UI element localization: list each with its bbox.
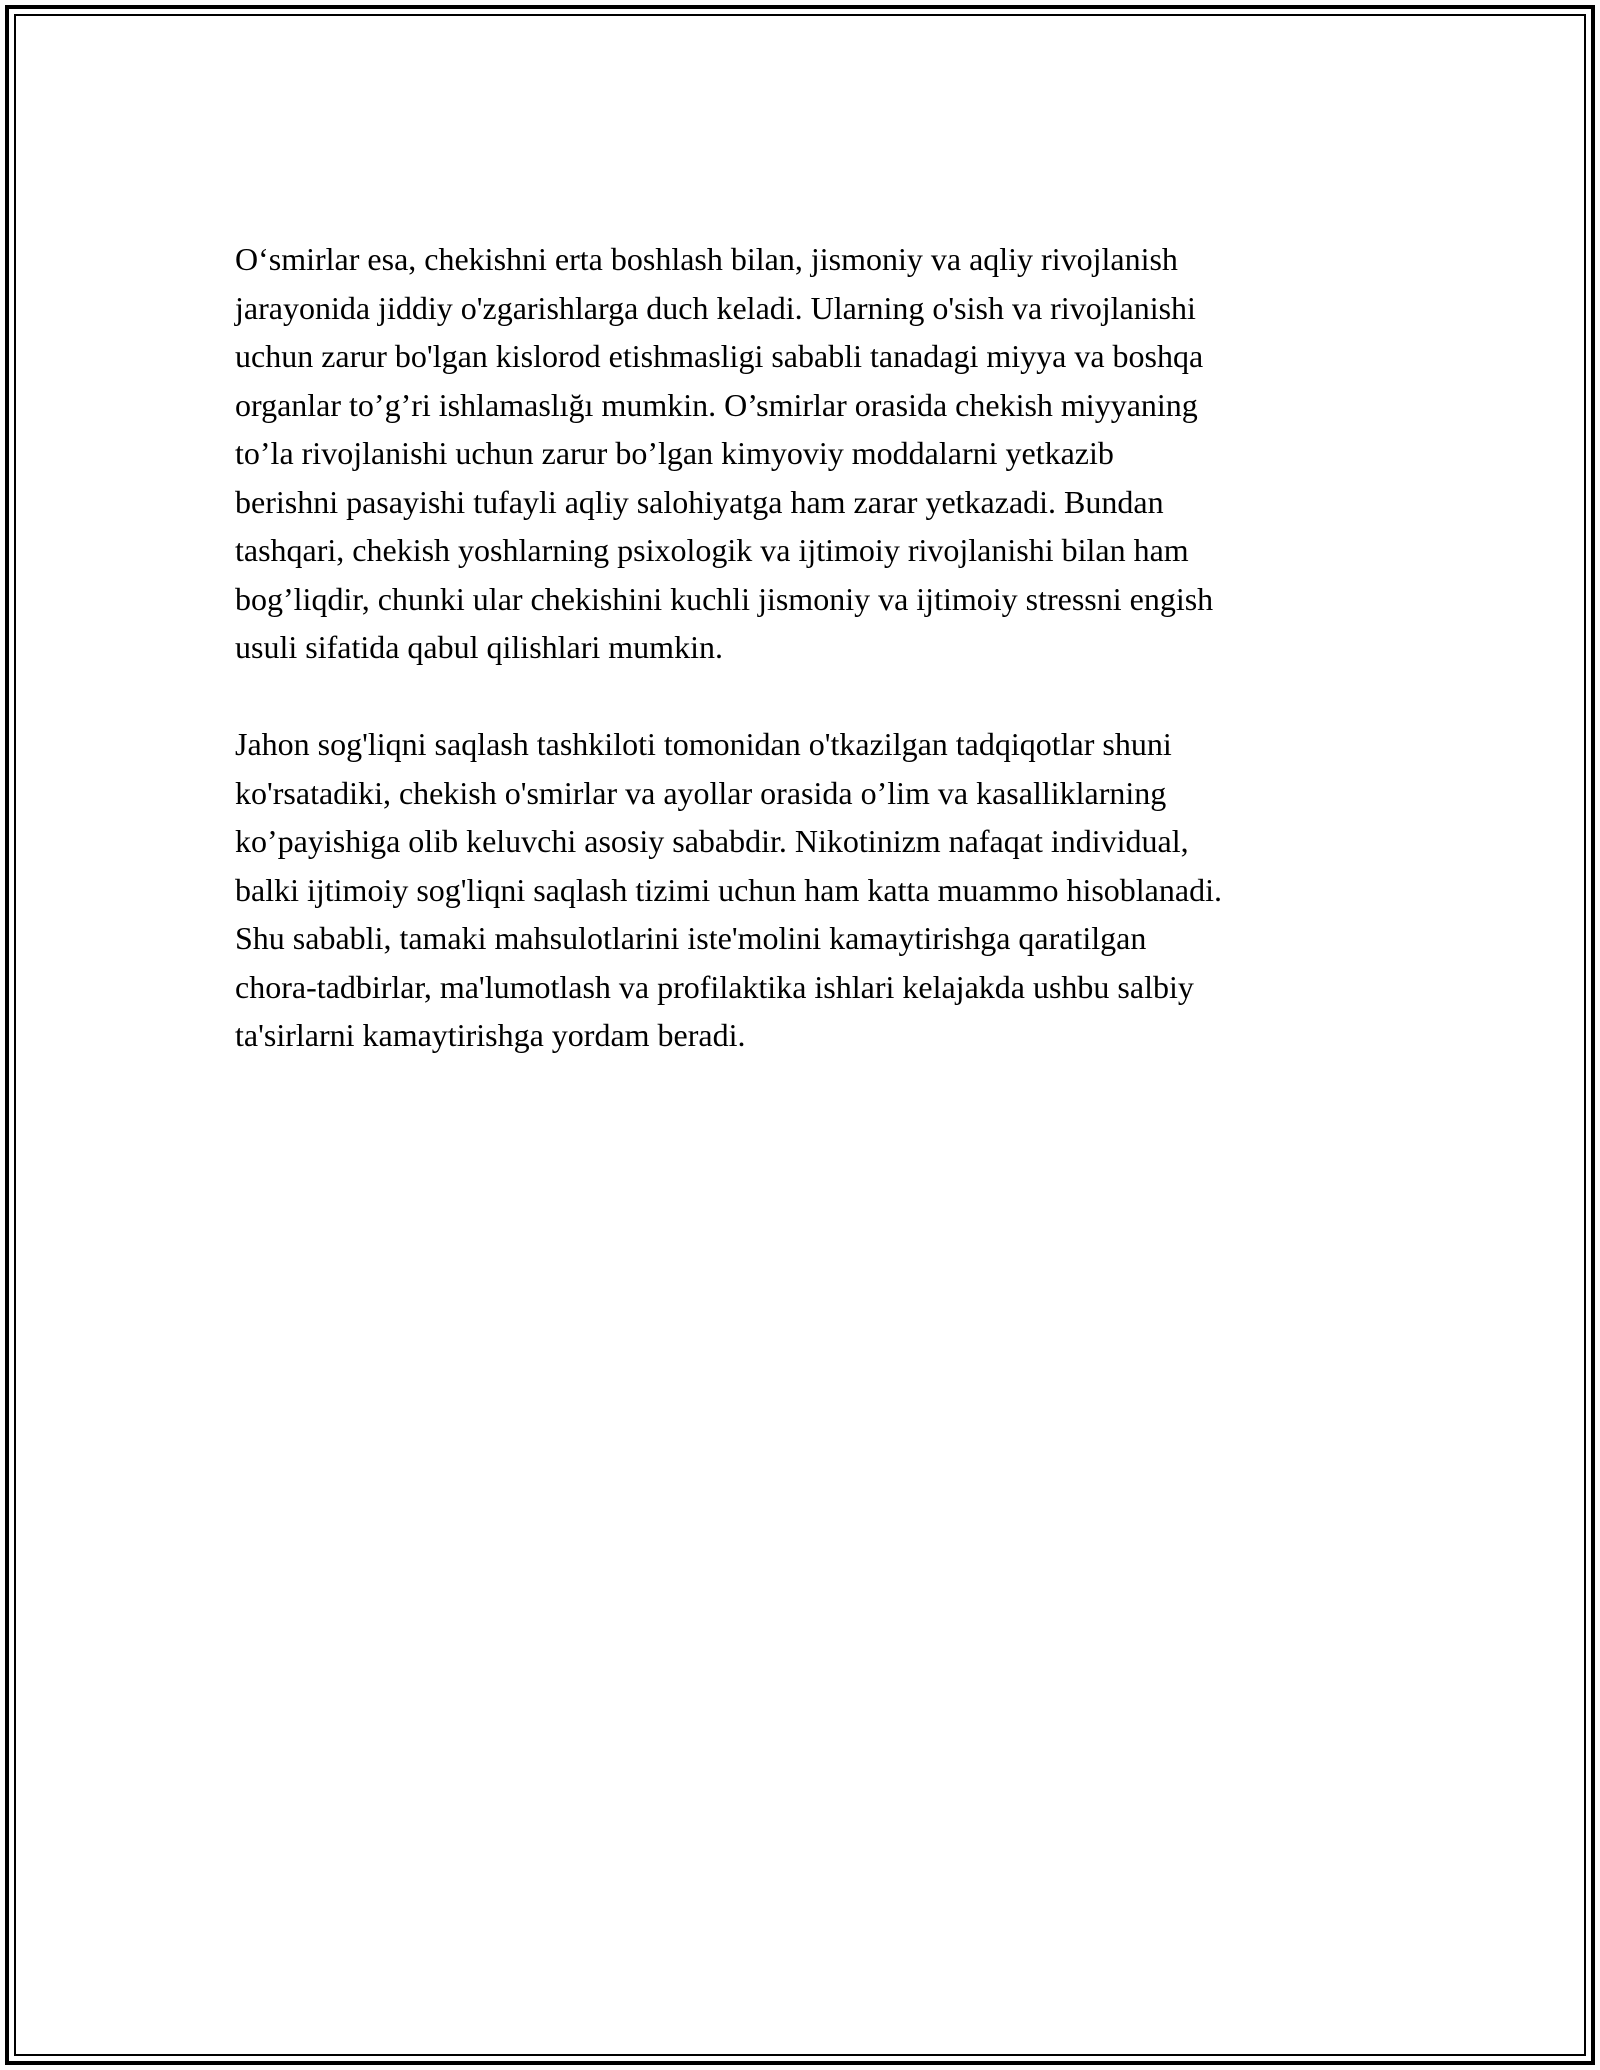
- paragraph-2: Jahon sog'liqni saqlash tashkiloti tomonidan o'tkazilgan tadqiqotlar shuni ko'rsatadiki, chekish o'smirlar va ayollar orasida o’lim va kasalliklarning ko’payishiga olib keluvchi asosiy sababdir. Nikotinizm nafaqat individual, balki ijtimoiy sog'liqni saqlash tizimi uchun ham katta muammo hisoblanadi. Shu sababli, tamaki mahsulotlarini iste'molini kamaytirishga qaratilgan chora-tadbirlar, ma'lumotlash va profilaktika ishlari kelajakda ushbu salbiy ta'sirlarni kamaytirishga yordam beradi.: [235, 726, 1222, 1053]
- document-body: [235, 235, 1380, 1060]
- paragraph-1: Oʻsmirlar esa, chekishni erta boshlash bilan, jismoniy va aqliy rivojlanish jarayonida jiddiy o'zgarishlarga duch keladi. Ularning o'sish va rivojlanishi uchun zarur bo'lgan kislorod etishmasligi sababli tanadagi miyya va boshqa organlar to’g’ri ishlamaslığı mumkin. O’smirlar orasida chekish miyyaning to’la rivojlanishi uchun zarur bo’lgan kimyoviy moddalarni yetkazib berishni pasayishi tufayli aqliy salohiyatga ham zarar yetkazadi. Bundan tashqari, chekish yoshlarning psixologik va ijtimoiy rivojlanishi bilan ham bog’liqdir, chunki ular chekishini kuchli jismoniy va ijtimoiy stressni engish usuli sifatida qabul qilishlari mumkin.: [235, 241, 1214, 665]
